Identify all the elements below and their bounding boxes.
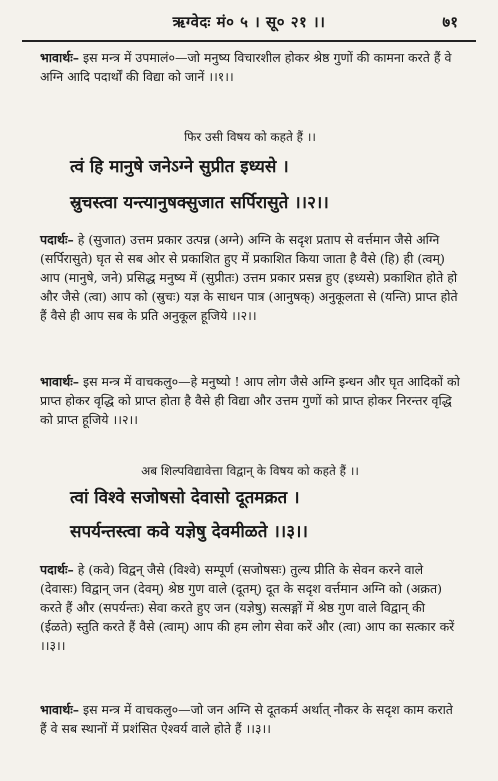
mantra-line: स्रुचस्त्वा यन्त्यानुषक्सुजात सर्पिरासुते ।।२।।: [70, 193, 329, 213]
subject-heading: अब शिल्पविद्यावेत्ता विद्वान् के विषय को कहते हैं ।।: [141, 464, 359, 478]
subject-heading: फिर उसी विषय को कहते हैं ।।: [184, 130, 316, 144]
paragraph-text: हे (कवे) विद्वन् जैसे (विश्वे) सम्पूर्ण (सजोषसः) तुल्य प्रीति के सेवन करने वाले (देवासः) विद्वान् जन (देवम्) श्रेष्ठ गुण वाले (दूतम्) दूत के सदृश वर्त्तमान अग्नि को (अक्रत) करते हैं और (सपर्यन्तः) सेवा करते हुए जन (यज्ञेषु) सत्सङ्गों में श्रेष्ठ गुण वाले विद्वान् की (ईळते) स्तुति करते हैं वैसे (त्वाम्) आप की हम लोग सेवा करें और (त्वा) आप का सत्कार करें ।।३।।: [40, 562, 455, 653]
page-number: ७१: [442, 13, 458, 31]
bhavarth-paragraph-2: [40, 372, 460, 429]
header-rule: [22, 40, 476, 42]
padarth-paragraph-3: [40, 560, 460, 655]
section-label: भावार्थः–: [40, 702, 79, 717]
bhavarth-paragraph-1: [40, 48, 460, 86]
section-label: पदार्थः–: [40, 562, 74, 577]
mantra-line: सपर्यन्तस्त्वा कवे यज्ञेषु देवमीळते ।।३।।: [70, 522, 308, 542]
bhavarth-paragraph-3: [40, 700, 460, 738]
mantra-3: [70, 486, 440, 544]
mantra-2: [70, 155, 440, 215]
paragraph-text: इस मन्त्र में उपमालं०—जो मनुष्य विचारशील होकर श्रेष्ठ गुणों की कामना करते हैं वे अग्नि आदि पदार्थों की विद्या को जानें ।।१।।: [40, 50, 452, 84]
mantra-line: त्वां विश्वे सजोषसो देवासो दूतमक्रत ।: [70, 488, 300, 508]
page-header: [0, 10, 498, 38]
padarth-paragraph-2: [40, 230, 460, 325]
paragraph-text: इस मन्त्र में वाचकलु०—हे मनुष्यो ! आप लोग जैसे अग्नि इन्धन और घृत आदिकों को प्राप्त होकर वृद्धि को प्राप्त होता है वैसे ही विद्या और उत्तम गुणों को प्राप्त होकर निरन्तर वृद्धि को प्राप्त हूजिये ।।२।।: [40, 374, 460, 427]
mantra-line: त्वं हि मानुषे जनेऽग्ने सुप्रीत इध्यसे ।: [70, 157, 289, 177]
paragraph-text: हे (सुजात) उत्तम प्रकार उत्पन्न (अग्ने) अग्नि के सदृश प्रताप से वर्त्तमान जैसे अग्नि (सर्पिरासुते) घृत से सब ओर से प्रकाशित हुए में प्रकाशित किया जाता है वैसे (हि) ही (त्वम्) आप (मानुषे, जने) प्रसिद्ध मनुष्य में (सुप्रीतः) उत्तम प्रकार प्रसन्न हुए (इध्यसे) प्रकाशित होते हो और जैसे (त्वा) आप को (स्रुचः) यज्ञ के साधन पात्र (आनुषक्) अनुकूलता से (यन्ति) प्राप्त होते हैं वैसे ही आप सब के प्रति अनुकूल हूजिये ।।२।।: [40, 232, 458, 323]
section-label: भावार्थः–: [40, 374, 79, 389]
section-label: पदार्थः–: [40, 232, 74, 247]
section-label: भावार्थः–: [40, 50, 79, 65]
running-title: ऋग्वेदः मं० ५ । सू० २१ ।।: [172, 13, 326, 31]
paragraph-text: इस मन्त्र में वाचकलु०—जो जन अग्नि से दूतकर्म अर्थात् नौकर के सदृश काम कराते हैं वे सब स्थानों में प्रशंसित ऐश्वर्य वाले होते हैं ।।३।।: [40, 702, 453, 736]
